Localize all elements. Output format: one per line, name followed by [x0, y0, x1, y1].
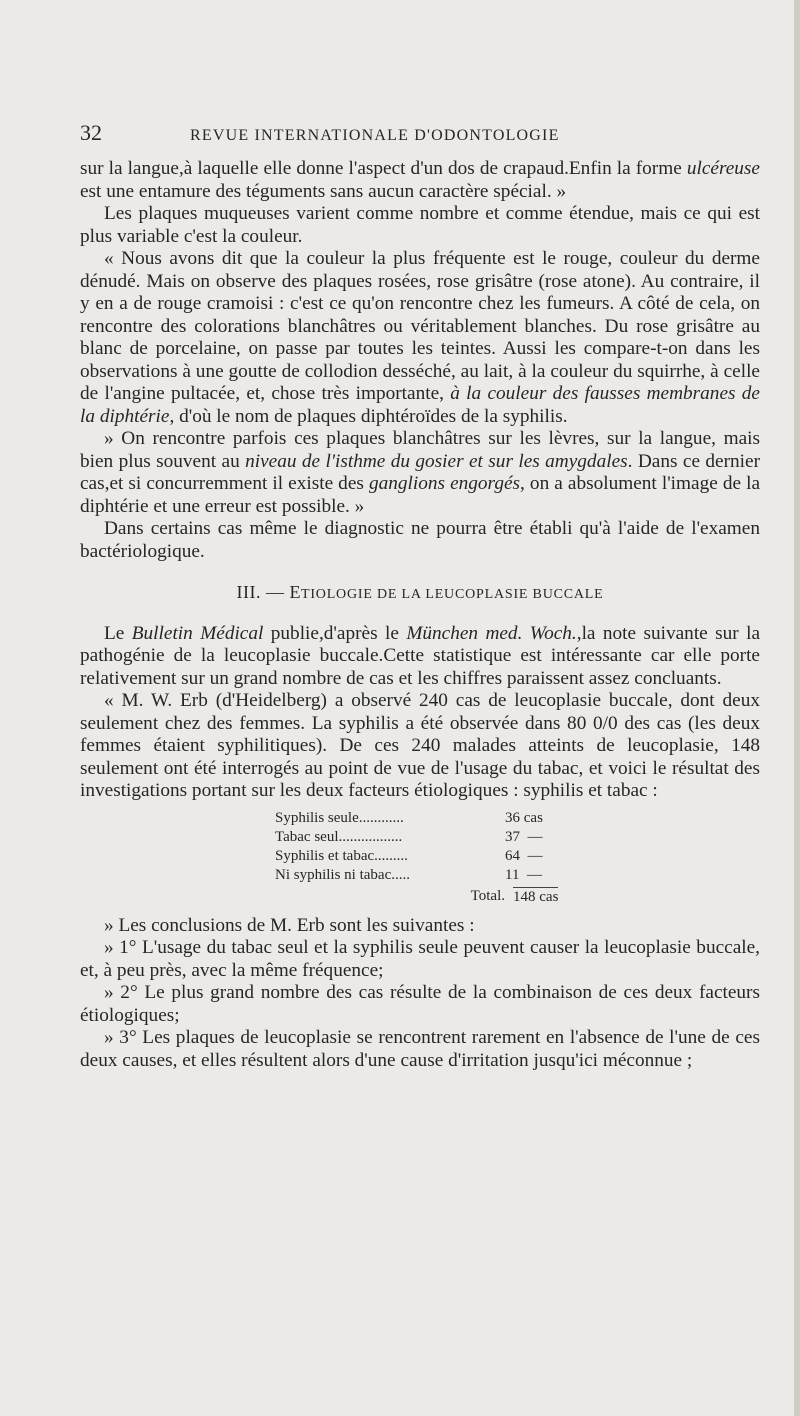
paragraph: sur la langue,à laquelle elle donne l'aspect d'un dos de crapaud.Enfin la forme ulcéreuse est une entamure des téguments sans aucun caractère spécial. » [80, 158, 760, 202]
table-row: Tabac seul................. 37 — [275, 828, 543, 845]
paragraph: « M. W. Erb (d'Heidelberg) a observé 240 cas de leucoplasie buccale, dont deux seulement chez des femmes. La syphilis a été observée dans 80 0/0 des cas (les deux femmes étaient syphilitiques). De ces 240 malades atteints de leucoplasie, 148 seulement ont été interrogés au point de vue de l'usage du tabac, et voici le résultat des investigations portant sur les deux facteurs étiologiques : syphilis et tabac : [80, 690, 760, 801]
running-title: REVUE INTERNATIONALE D'ODONTOLOGIE [190, 127, 560, 144]
table-total: Total. 148 cas [470, 887, 559, 905]
paragraph: Dans certains cas même le diagnostic ne pourra être établi qu'à l'aide de l'examen bactériologique. [80, 518, 760, 562]
paragraph: « Nous avons dit que la couleur la plus fréquente est le rouge, couleur du derme dénudé. Mais on observe des plaques rosées, rose grisâtre (rose atone). Au contraire, il y en a de rouge cramoisi : c'est ce qu'on rencontre chez les fumeurs. A côté de cela, on rencontre des colorations blanchâtres ou véritablement blanches. Du rose grisâtre au blanc de porcelaine, on passe par toutes les teintes. Aussi les compare-t-on dans les observations à une goutte de collodion desséché, au lait, à la couleur du squirrhe, à celle de l'angine pultacée, et, chose très importante, à la couleur des fausses membranes de la diphtérie, d'où le nom de plaques diphtéroïdes de la syphilis. [80, 248, 760, 427]
page-number: 32 [80, 120, 102, 145]
paragraph: Le Bulletin Médical publie,d'après le München med. Woch.,la note suivante sur la pathogénie de la leucoplasie buccale.Cette statistique est intéressante car elle porte relativement sur un grand nombre de cas et les chiffres paraissent assez concluants. [80, 622, 761, 689]
statistics-table [275, 809, 575, 907]
page-edge [794, 0, 800, 1416]
table-row: Syphilis seule............ 36 cas [275, 809, 543, 826]
document-page [80, 120, 760, 1072]
paragraph: » 3° Les plaques de leucoplasie se rencontrent rarement en l'absence de l'une de ces deux causes, et elles résultent alors d'une cause d'irritation jusqu'ici méconnue ; [80, 1027, 760, 1071]
body-text [80, 158, 760, 1072]
paragraph: » 1° L'usage du tabac seul et la syphilis seule peuvent causer la leucoplasie buccale, et, à peu près, avec la même fréquence; [80, 937, 760, 981]
section-heading: III. — ETIOLOGIE DE LA LEUCOPLASIE BUCCALE [236, 582, 604, 602]
table-row: Ni syphilis ni tabac..... 11 — [275, 866, 542, 883]
paragraph: » Les conclusions de M. Erb sont les suivantes : [104, 914, 475, 936]
paragraph: Les plaques muqueuses varient comme nombre et comme étendue, mais ce qui est plus variable c'est la couleur. [80, 203, 760, 247]
paragraph: » On rencontre parfois ces plaques blanchâtres sur les lèvres, sur la langue, mais bien plus souvent au niveau de l'isthme du gosier et sur les amygdales. Dans ce dernier cas,et si concurremment il existe des ganglions engorgés, on a absolument l'image de la diphtérie et une erreur est possible. » [80, 428, 761, 517]
table-row: Syphilis et tabac......... 64 — [275, 847, 543, 864]
paragraph: » 2° Le plus grand nombre des cas résulte de la combinaison de ces deux facteurs étiologiques; [80, 982, 760, 1026]
running-header [80, 120, 760, 150]
